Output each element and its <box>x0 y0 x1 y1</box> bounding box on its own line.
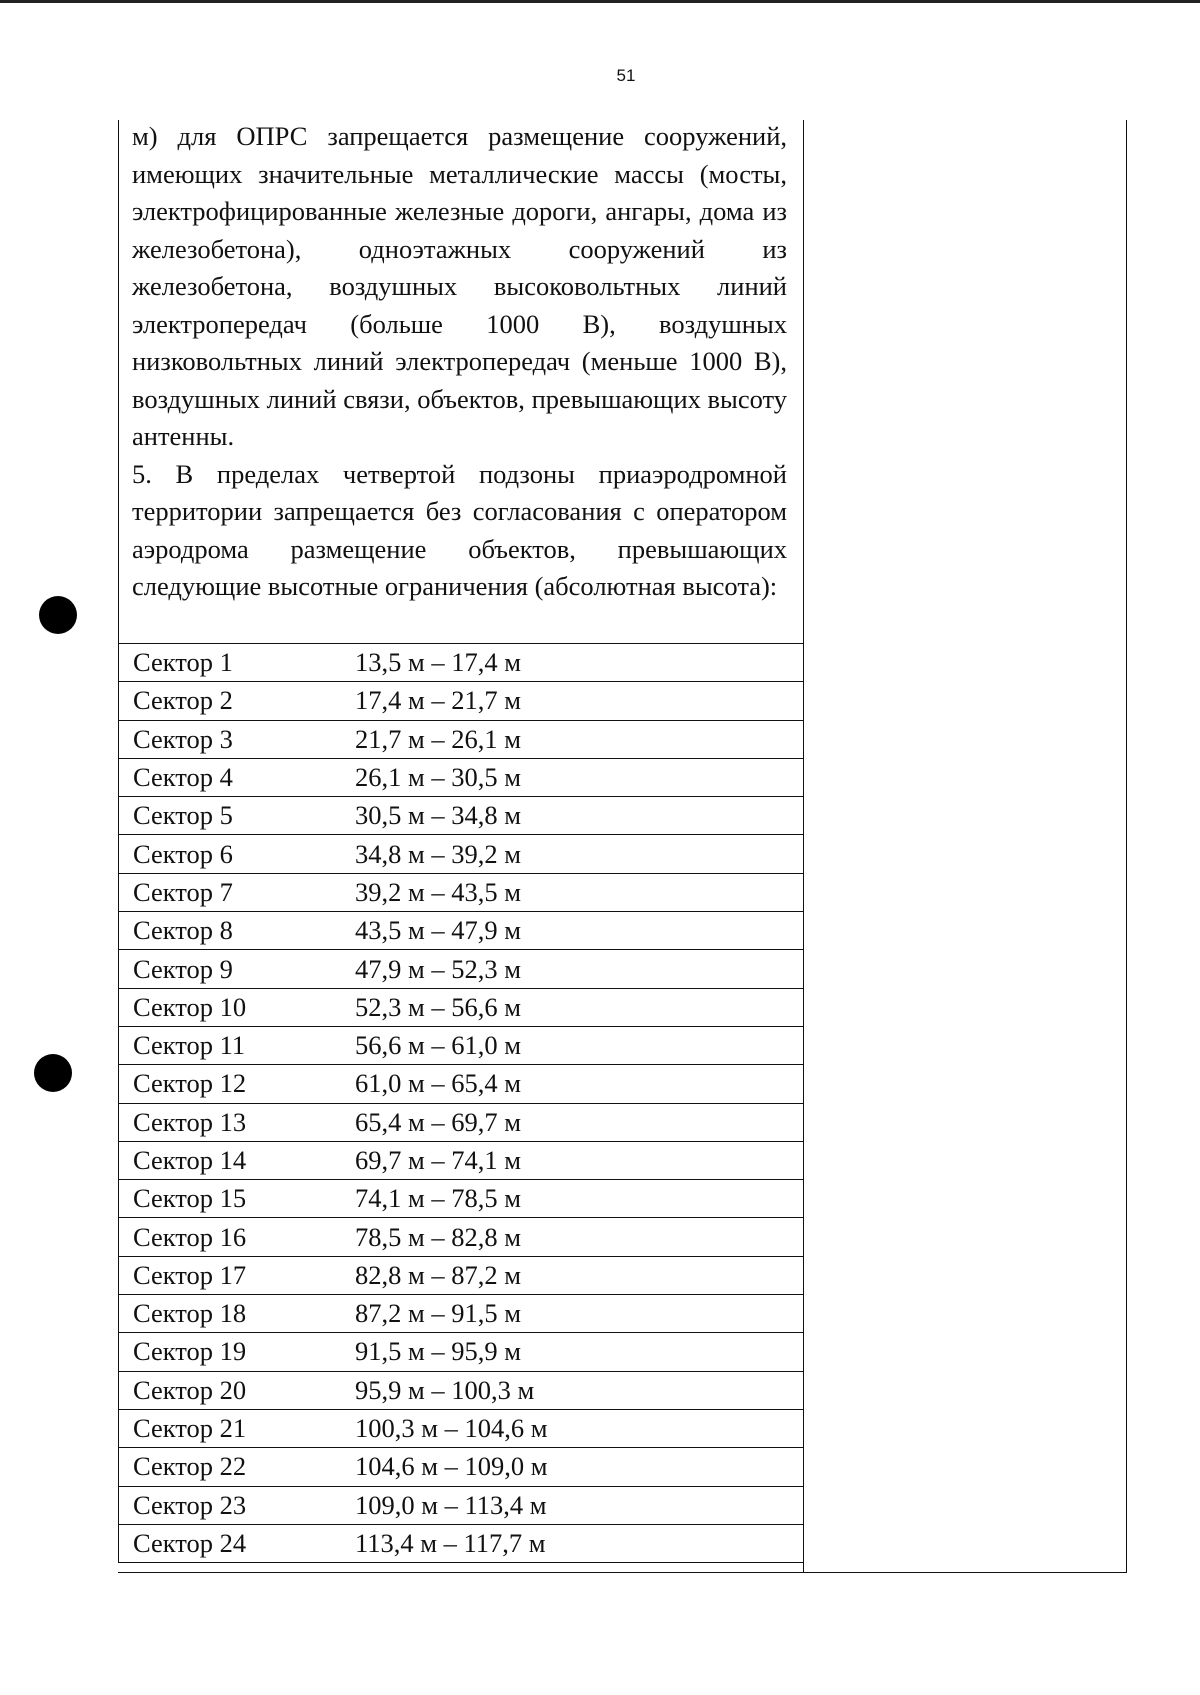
sector-name: Сектор 8 <box>119 912 356 950</box>
paragraph-5: 5. В пределах четвертой подзоны приаэродромной территории запрещается без согласования с оператором аэродрома размещение объектов, превышающих следующие высотные ограничения (абсолютная высота): <box>132 458 787 601</box>
table-row <box>119 988 805 1026</box>
sector-name: Сектор 5 <box>119 797 356 835</box>
table-row <box>119 1524 805 1562</box>
sector-height-range: 17,4 м – 21,7 м <box>355 682 804 720</box>
table-row <box>119 1026 805 1064</box>
table-row <box>119 873 805 911</box>
sector-name: Сектор 21 <box>119 1409 356 1447</box>
sector-name: Сектор 1 <box>119 644 356 682</box>
sector-height-range: 113,4 м – 117,7 м <box>355 1524 804 1562</box>
scan-top-edge <box>0 0 1200 3</box>
table-row <box>119 1448 805 1486</box>
table-row <box>119 797 805 835</box>
table-row <box>119 1371 805 1409</box>
sector-height-range: 30,5 м – 34,8 м <box>355 797 804 835</box>
sector-name: Сектор 16 <box>119 1218 356 1256</box>
sector-height-range: 13,5 м – 17,4 м <box>355 644 804 682</box>
page-number: 51 <box>616 66 636 85</box>
frame-left-border <box>118 120 119 646</box>
body-text <box>132 118 787 606</box>
sector-name: Сектор 23 <box>119 1486 356 1524</box>
sector-name: Сектор 9 <box>119 950 356 988</box>
sector-name: Сектор 10 <box>119 988 356 1026</box>
table-row <box>119 1409 805 1447</box>
punch-hole-icon <box>34 1054 72 1092</box>
punch-hole-icon <box>39 596 77 634</box>
sector-name: Сектор 11 <box>119 1026 356 1064</box>
sector-height-range: 43,5 м – 47,9 м <box>355 912 804 950</box>
sector-height-range: 47,9 м – 52,3 м <box>355 950 804 988</box>
sector-height-range: 61,0 м – 65,4 м <box>355 1065 804 1103</box>
sector-name: Сектор 4 <box>119 758 356 796</box>
sector-name: Сектор 20 <box>119 1371 356 1409</box>
table-row <box>119 835 805 873</box>
sector-height-range: 100,3 м – 104,6 м <box>355 1409 804 1447</box>
sector-name: Сектор 19 <box>119 1333 356 1371</box>
sector-height-range: 39,2 м – 43,5 м <box>355 873 804 911</box>
sector-name: Сектор 18 <box>119 1295 356 1333</box>
table-row <box>119 1218 805 1256</box>
table-row <box>119 1103 805 1141</box>
sector-name: Сектор 15 <box>119 1180 356 1218</box>
sector-height-range: 87,2 м – 91,5 м <box>355 1295 804 1333</box>
sector-height-range: 109,0 м – 113,4 м <box>355 1486 804 1524</box>
sector-height-range: 21,7 м – 26,1 м <box>355 720 804 758</box>
table-row <box>119 644 805 682</box>
table-row <box>119 1295 805 1333</box>
table-row <box>119 682 805 720</box>
sector-height-range: 74,1 м – 78,5 м <box>355 1180 804 1218</box>
sector-height-range: 52,3 м – 56,6 м <box>355 988 804 1026</box>
sector-height-range: 65,4 м – 69,7 м <box>355 1103 804 1141</box>
sector-height-range: 95,9 м – 100,3 м <box>355 1371 804 1409</box>
sector-height-table <box>118 643 804 1563</box>
sector-name: Сектор 13 <box>119 1103 356 1141</box>
table-row <box>119 912 805 950</box>
table-row <box>119 1256 805 1294</box>
sector-name: Сектор 12 <box>119 1065 356 1103</box>
sector-name: Сектор 6 <box>119 835 356 873</box>
table-row <box>119 1180 805 1218</box>
table-row <box>119 758 805 796</box>
sector-height-range: 91,5 м – 95,9 м <box>355 1333 804 1371</box>
sector-height-range: 69,7 м – 74,1 м <box>355 1141 804 1179</box>
sector-height-range: 82,8 м – 87,2 м <box>355 1256 804 1294</box>
table-row <box>119 1065 805 1103</box>
sector-height-range: 104,6 м – 109,0 м <box>355 1448 804 1486</box>
sector-name: Сектор 2 <box>119 682 356 720</box>
sector-height-range: 26,1 м – 30,5 м <box>355 758 804 796</box>
table-row <box>119 1141 805 1179</box>
sector-name: Сектор 22 <box>119 1448 356 1486</box>
sector-name: Сектор 7 <box>119 873 356 911</box>
table-row <box>119 1333 805 1371</box>
sector-height-range: 56,6 м – 61,0 м <box>355 1026 804 1064</box>
paragraph-m: м) для ОПРС запрещается размещение сооружений, имеющих значительные металлические массы (мосты, электрофицированные железные дороги, ангары, дома из железобетона), одноэтажных сооружений из железобетона, воздушных высоковольтных линий электропередач (больше 1000 В), воздушных низковольтных линий электропередач (меньше 1000 В), воздушных линий связи, объектов, превышающих высоту антенны. <box>132 121 787 451</box>
sector-name: Сектор 3 <box>119 720 356 758</box>
sector-height-range: 78,5 м – 82,8 м <box>355 1218 804 1256</box>
sector-name: Сектор 24 <box>119 1524 356 1562</box>
table-row <box>119 720 805 758</box>
sector-name: Сектор 17 <box>119 1256 356 1294</box>
table-row <box>119 1486 805 1524</box>
sector-height-range: 34,8 м – 39,2 м <box>355 835 804 873</box>
sector-name: Сектор 14 <box>119 1141 356 1179</box>
table-row <box>119 950 805 988</box>
